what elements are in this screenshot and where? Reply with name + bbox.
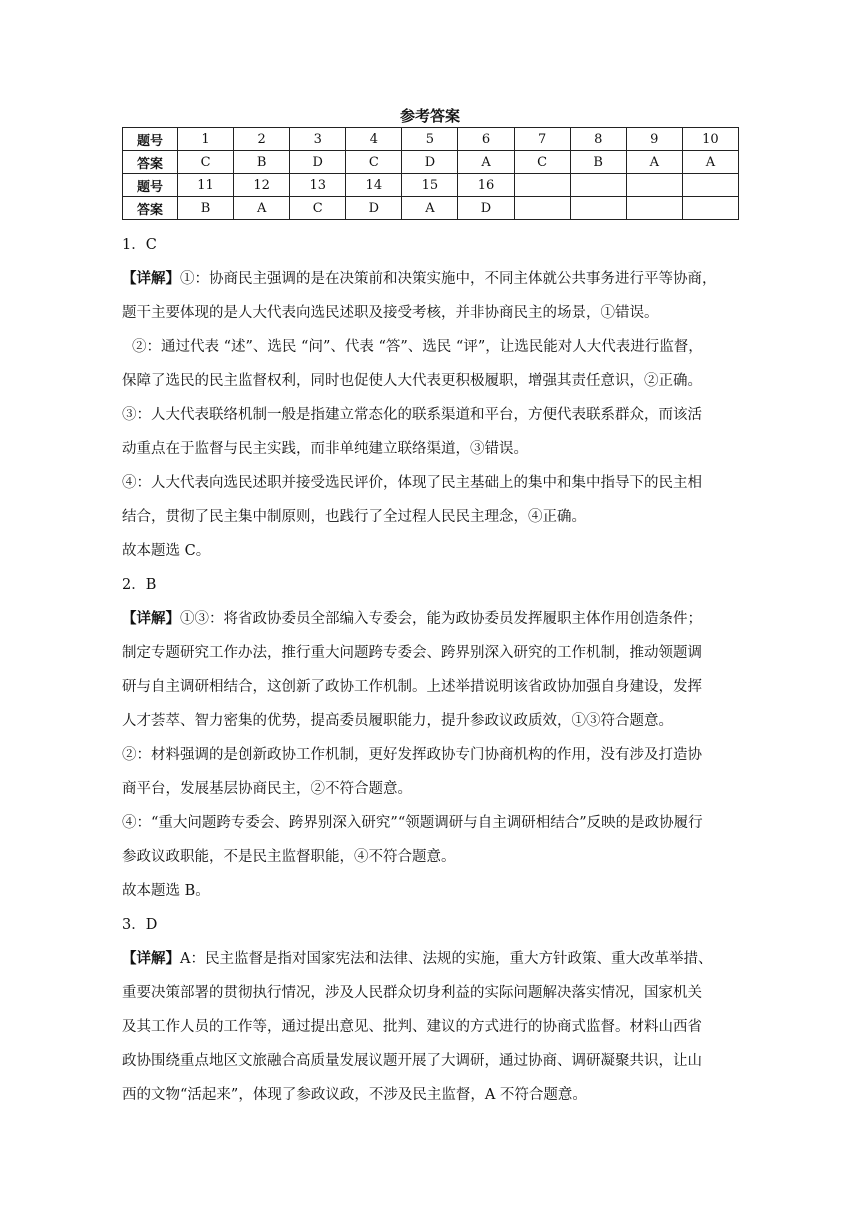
line-text: 故本题选 B。 (122, 883, 210, 899)
answer-cell: 8 (570, 128, 626, 151)
answer-cell (514, 174, 570, 197)
answer-cell: D (458, 197, 514, 220)
answer-cell (570, 197, 626, 220)
line-text: ②：通过代表 “述”、选民 “问”、代表 “答”、选民 “评”，让选民能对人大代表进行监督， (132, 339, 703, 355)
question-number (122, 228, 742, 262)
answer-cell: A (682, 151, 738, 174)
explanation-line (122, 534, 742, 568)
line-text: 人才荟萃、智力密集的优势，提高委员履职能力，提升参政议政质效，①③符合题意。 (122, 713, 673, 729)
explanation-line (122, 466, 742, 500)
line-text: 结合，贯彻了民主集中制原则，也践行了全过程人民民主理念，④正确。 (122, 509, 586, 525)
answer-cell: 16 (458, 174, 514, 197)
answer-cell (626, 174, 682, 197)
explanation-line (122, 976, 742, 1010)
row-header: 题号 (123, 174, 178, 197)
question-number (122, 568, 742, 602)
answer-cell: A (626, 151, 682, 174)
line-text: 政协围绕重点地区文旅融合高质量发展议题开展了大调研，通过协商、调研凝聚共识，让山 (122, 1053, 702, 1069)
line-text: 研与自主调研相结合，这创新了政协工作机制。上述举措说明该省政协加强自身建设，发挥 (122, 679, 702, 695)
answer-cell: 14 (346, 174, 402, 197)
explanation-line (122, 602, 742, 636)
line-text: ④：“重大问题跨专委会、跨界别深入研究”“领题调研与自主调研相结合”反映的是政协履行 (122, 815, 703, 831)
answer-cell (514, 197, 570, 220)
line-text: 参政议政职能，不是民主监督职能，④不符合题意。 (122, 849, 456, 865)
answer-cell: 7 (514, 128, 570, 151)
line-text: 1．C (122, 237, 157, 253)
answer-cell: 1 (178, 128, 234, 151)
answer-table-row (123, 151, 739, 174)
line-text: ④：人大代表向选民述职并接受选民评价，体现了民主基础上的集中和集中指导下的民主相 (122, 475, 702, 491)
explanation-line (122, 500, 742, 534)
answer-cell: B (570, 151, 626, 174)
line-text: 动重点在于监督与民主实践，而非单纯建立联络渠道，③错误。 (122, 441, 528, 457)
explanation-line (122, 432, 742, 466)
row-header: 题号 (123, 128, 178, 151)
answer-cell: C (290, 197, 346, 220)
answer-cell: 9 (626, 128, 682, 151)
answer-cell: 2 (234, 128, 290, 151)
answer-table-row (123, 174, 739, 197)
answer-table-row (123, 197, 739, 220)
answer-cell: 12 (234, 174, 290, 197)
line-text: ③：人大代表联络机制一般是指建立常态化的联系渠道和平台，方便代表联系群众，而该活 (122, 407, 702, 423)
answer-cell: 15 (402, 174, 458, 197)
line-text: 3．D (122, 917, 158, 933)
answer-cell: A (458, 151, 514, 174)
line-text: 故本题选 C。 (122, 543, 211, 559)
answer-table-row (123, 128, 739, 151)
explanation-line (122, 806, 742, 840)
answer-cell: D (290, 151, 346, 174)
explanation-line (122, 296, 742, 330)
answer-cell: 3 (290, 128, 346, 151)
explanation-line (122, 1078, 742, 1112)
answer-cell: A (402, 197, 458, 220)
answer-cell: 11 (178, 174, 234, 197)
explanation-text (122, 228, 742, 1112)
explanation-line (122, 262, 742, 296)
answer-cell (682, 174, 738, 197)
explanation-line (122, 772, 742, 806)
detail-tag: 【详解】 (122, 270, 180, 287)
line-text: ②：材料强调的是创新政协工作机制，更好发挥政协专门协商机构的作用，没有涉及打造协 (122, 747, 702, 763)
answer-cell: C (178, 151, 234, 174)
explanation-line (122, 1010, 742, 1044)
explanation-line (122, 364, 742, 398)
detail-tag: 【详解】 (122, 610, 180, 627)
line-text: 重要决策部署的贯彻执行情况，涉及人民群众切身利益的实际问题解决落实情况，国家机关 (122, 985, 702, 1001)
explanation-line (122, 738, 742, 772)
explanation-line (122, 942, 742, 976)
detail-tag: 【详解】 (122, 950, 180, 967)
answer-cell: 5 (402, 128, 458, 151)
explanation-line (122, 398, 742, 432)
explanation-line (122, 874, 742, 908)
answer-cell: 10 (682, 128, 738, 151)
answer-cell: 4 (346, 128, 402, 151)
answer-cell (682, 197, 738, 220)
explanation-line (122, 330, 742, 364)
answer-table (122, 127, 739, 220)
answer-cell: D (346, 197, 402, 220)
page-title: 参考答案 (399, 107, 460, 125)
line-text: 制定专题研究工作办法，推行重大问题跨专委会、跨界别深入研究的工作机制，推动领题调 (122, 645, 702, 661)
line-text: 保障了选民的民主监督权利，同时也促使人大代表更积极履职，增强其责任意识，②正确。 (122, 373, 702, 389)
line-text: 及其工作人员的工作等，通过提出意见、批判、建议的方式进行的协商式监督。材料山西省 (122, 1019, 702, 1035)
explanation-line (122, 670, 742, 704)
answer-cell: A (234, 197, 290, 220)
answer-cell (626, 197, 682, 220)
explanation-line (122, 636, 742, 670)
row-header: 答案 (123, 151, 178, 174)
explanation-line (122, 840, 742, 874)
answer-cell: B (234, 151, 290, 174)
answer-cell: 6 (458, 128, 514, 151)
line-text: 2．B (122, 577, 157, 593)
answer-cell: C (514, 151, 570, 174)
row-header: 答案 (123, 197, 178, 220)
question-number (122, 908, 742, 942)
answer-cell: C (346, 151, 402, 174)
answer-cell: 13 (290, 174, 346, 197)
line-text: 题干主要体现的是人大代表向选民述职及接受考核，并非协商民主的场景，①错误。 (122, 305, 659, 321)
line-text: A：民主监督是指对国家宪法和法律、法规的实施，重大方针政策、重大改革举措、 (180, 951, 713, 967)
line-text: 西的文物“活起来”，体现了参政议政，不涉及民主监督，A 不符合题意。 (122, 1087, 587, 1103)
explanation-line (122, 704, 742, 738)
line-text: ①：协商民主强调的是在决策前和决策实施中，不同主体就公共事务进行平等协商， (180, 271, 717, 287)
answer-cell: D (402, 151, 458, 174)
answer-cell (570, 174, 626, 197)
line-text: 商平台，发展基层协商民主，②不符合题意。 (122, 781, 412, 797)
explanation-line (122, 1044, 742, 1078)
line-text: ①③：将省政协委员全部编入专委会，能为政协委员发挥履职主体作用创造条件； (180, 611, 702, 627)
answer-cell: B (178, 197, 234, 220)
